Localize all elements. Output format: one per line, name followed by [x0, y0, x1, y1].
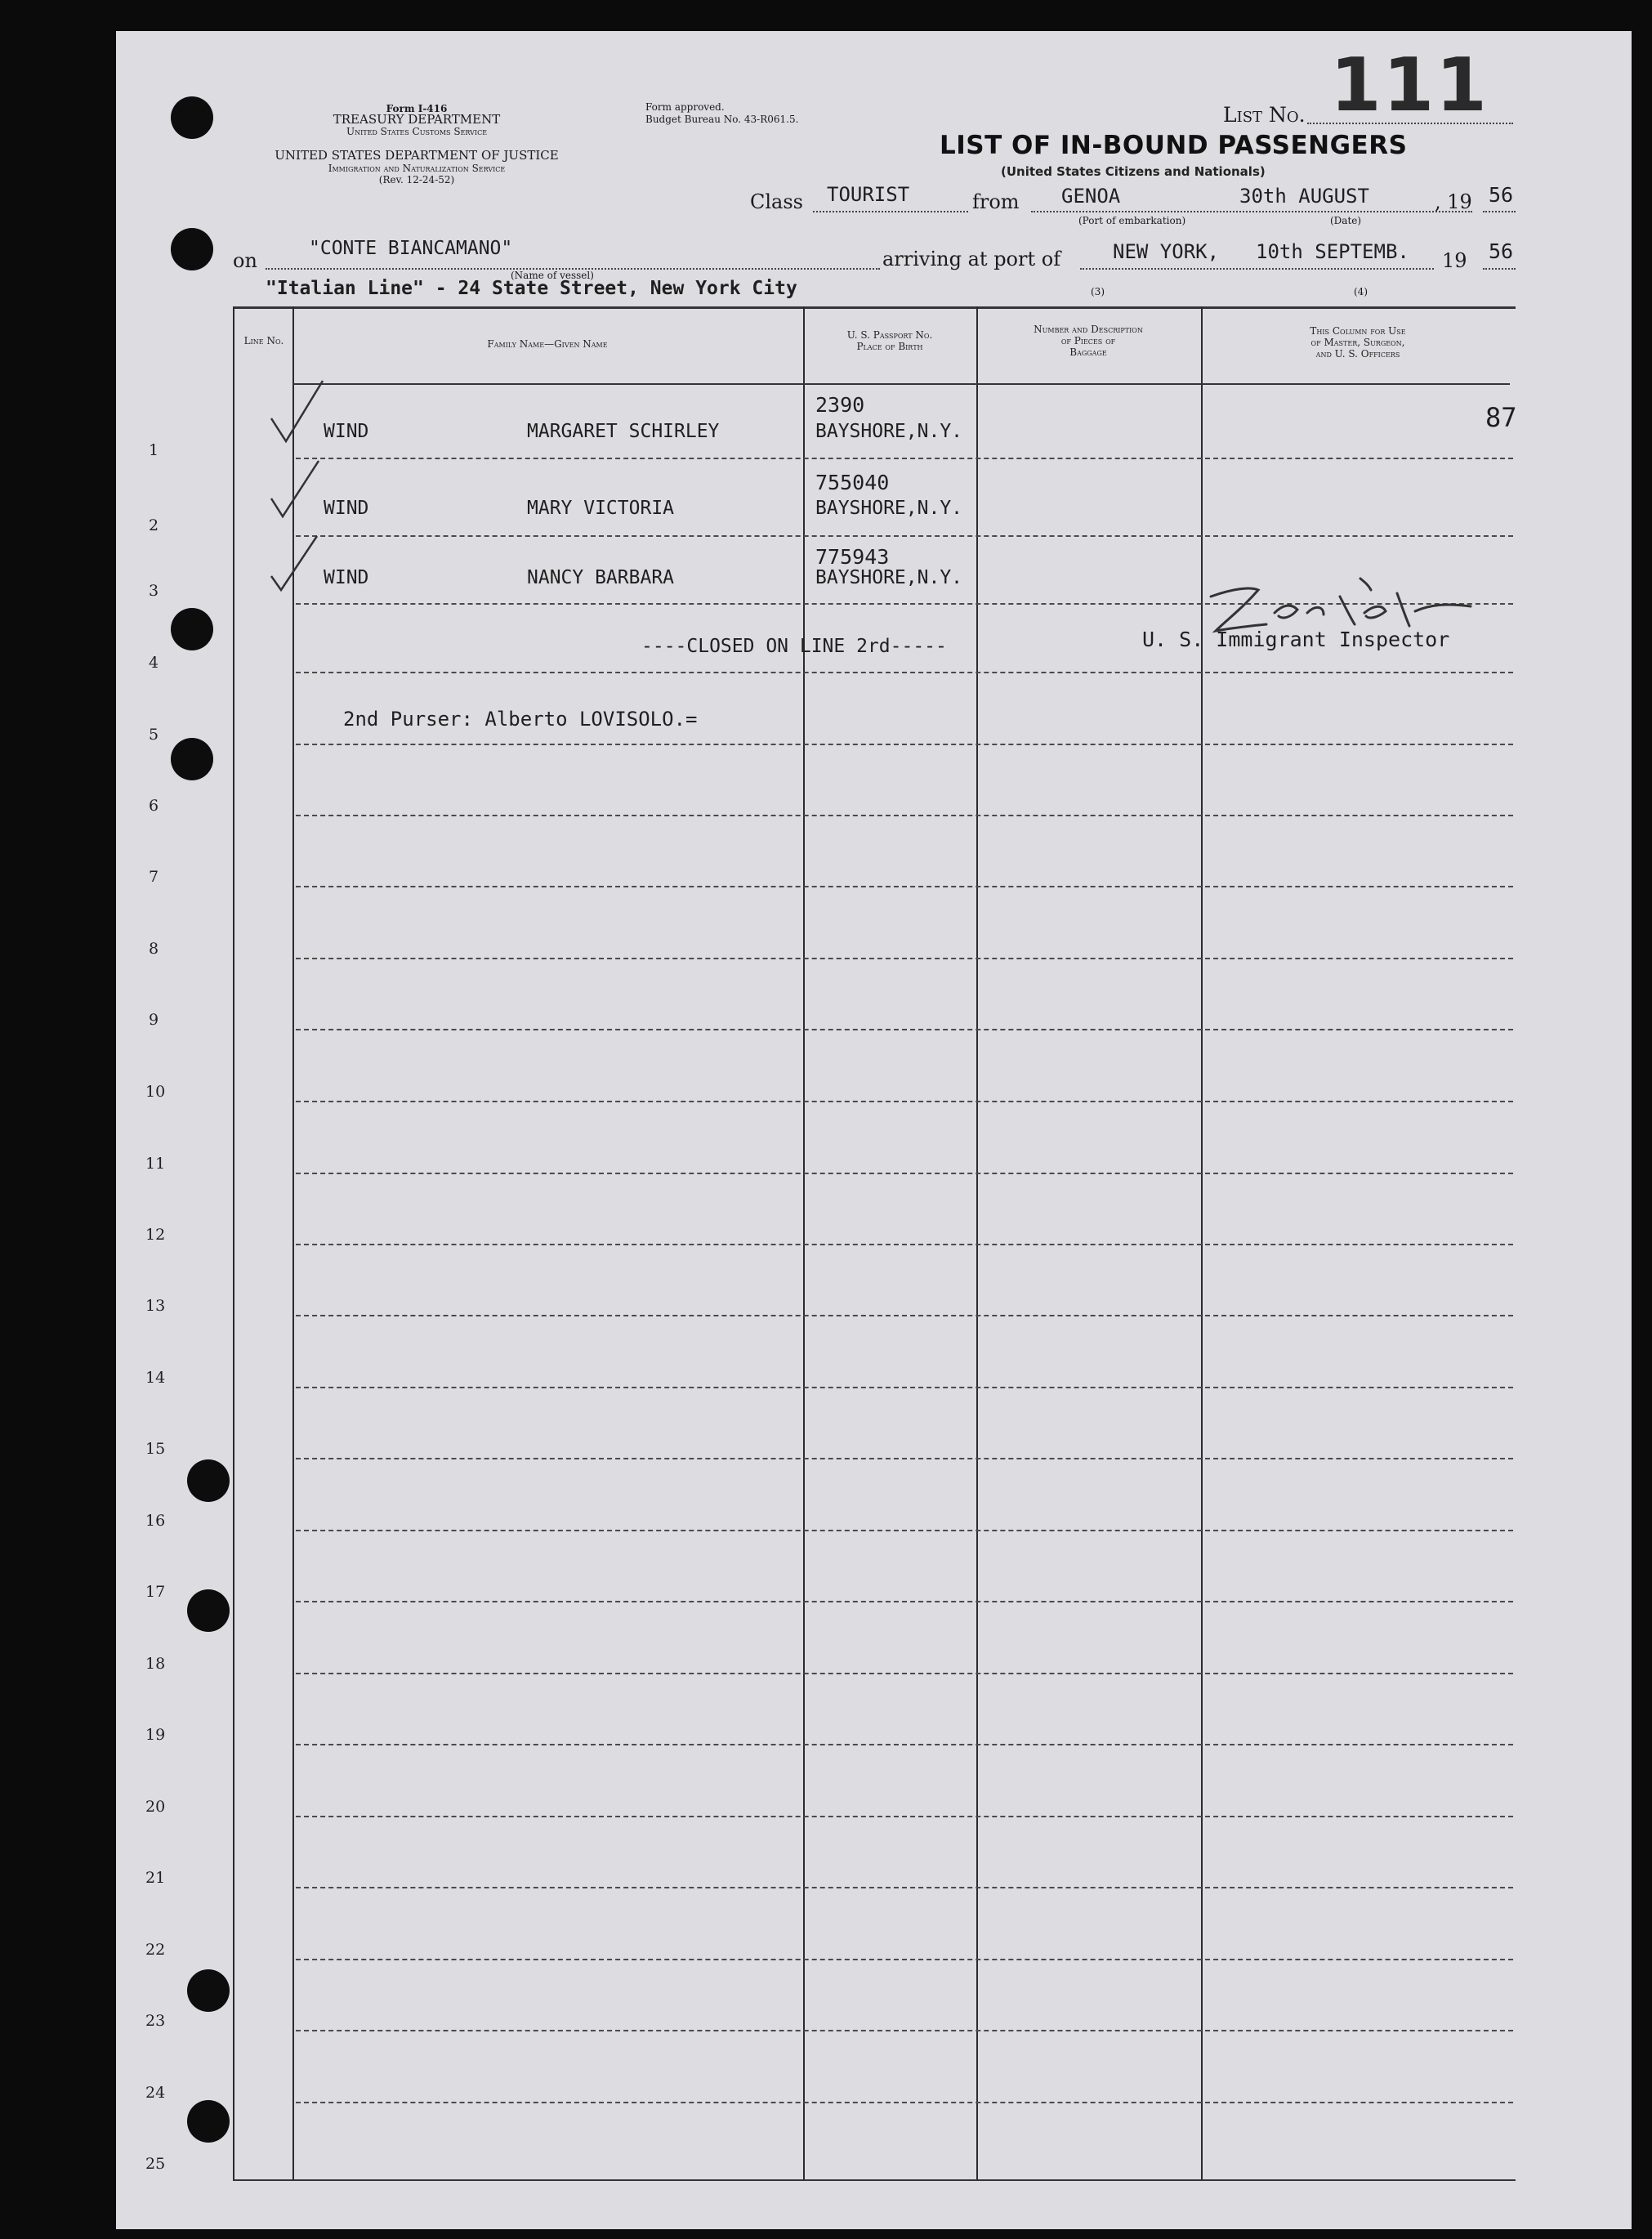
line-number: 5	[148, 726, 159, 744]
year: 56	[1489, 183, 1514, 207]
row-divider	[296, 1029, 1513, 1030]
row-divider	[296, 1673, 1513, 1674]
passenger-3-passport: 775943	[815, 545, 890, 569]
row-divider	[296, 958, 1513, 959]
on-label: on	[233, 249, 257, 272]
arriving-label: arriving at port of	[882, 248, 1061, 270]
col-officers-label-1: This Column for Use	[1310, 325, 1406, 337]
embarkation-date: 30th AUGUST	[1239, 185, 1369, 208]
justice-department: UNITED STATES DEPARTMENT OF JUSTICE	[275, 148, 559, 163]
col-line-no-label: Line No.	[243, 335, 284, 346]
col-officers-label-2: of Master, Surgeon,	[1310, 337, 1405, 348]
line-number: 6	[148, 797, 159, 815]
line-number: 19	[145, 1726, 166, 1744]
line-number: 13	[145, 1297, 166, 1315]
check-marks	[261, 376, 335, 605]
arrival-port: NEW YORK,	[1113, 240, 1220, 263]
col-passport-label-2: Place of Birth	[856, 341, 923, 352]
port-caption: (Port of embarkation)	[1078, 215, 1186, 226]
passenger-1-passport: 2390	[815, 393, 865, 417]
punch-hole	[187, 2100, 230, 2143]
passenger-3-family: WIND	[324, 567, 369, 588]
caption-4: (4)	[1354, 286, 1368, 297]
col-baggage-label-2: of Pieces of	[1060, 335, 1116, 346]
row-divider	[296, 744, 1513, 745]
line-number: 9	[148, 1011, 159, 1029]
closed-note: ----CLOSED ON LINE 2rd-----	[641, 636, 947, 657]
vessel-name: "CONTE BIANCAMANO"	[309, 238, 513, 259]
form-revision: (Rev. 12-24-52)	[378, 174, 455, 185]
col-baggage-label-1: Number and Description	[1034, 324, 1143, 335]
row-divider	[296, 672, 1513, 673]
line-number: 17	[145, 1583, 166, 1601]
passenger-1-family: WIND	[324, 421, 369, 442]
col-officers	[1203, 325, 1513, 360]
port-of-embarkation: GENOA	[1061, 185, 1121, 208]
line-number: 2	[148, 516, 159, 534]
inspector-title: U. S. Immigrant Inspector	[1142, 628, 1450, 651]
row-divider	[296, 1173, 1513, 1174]
row-divider	[296, 1458, 1513, 1459]
line-number: 21	[145, 1869, 166, 1887]
arrival-year-underline	[1483, 268, 1516, 270]
class-underline	[813, 211, 968, 212]
row-divider	[296, 1101, 1513, 1102]
treasury-department: TREASURY DEPARTMENT	[333, 112, 501, 127]
row-divider	[296, 1816, 1513, 1817]
line-number: 1	[148, 441, 159, 459]
purser-note: 2nd Purser: Alberto LOVISOLO.=	[343, 708, 698, 731]
passenger-2-birthplace: BAYSHORE,N.Y.	[815, 498, 963, 519]
row-divider	[296, 815, 1513, 816]
line-number: 4	[148, 654, 159, 672]
year-prefix: , 19	[1435, 190, 1472, 213]
line-number: 10	[145, 1083, 166, 1101]
col-baggage	[978, 324, 1199, 358]
check-mark-2	[271, 461, 319, 516]
col-line-no	[237, 335, 291, 346]
row-divider	[296, 2102, 1513, 2103]
name-col-rule	[803, 306, 805, 2179]
budget-bureau: Budget Bureau No. 43-R061.5.	[645, 114, 799, 125]
row-divider	[296, 2030, 1513, 2031]
line-number: 3	[148, 582, 159, 600]
class-label: Class	[750, 190, 803, 213]
row-divider	[296, 1601, 1513, 1602]
check-mark-3	[271, 536, 317, 590]
line-number: 25	[145, 2155, 166, 2173]
row-divider	[296, 1387, 1513, 1388]
document-title: LIST OF IN-BOUND PASSENGERS	[940, 131, 1408, 160]
line-number: 15	[145, 1440, 166, 1458]
passport-col-rule	[976, 306, 978, 2179]
vessel-caption: (Name of vessel)	[511, 270, 594, 281]
passenger-2-given: MARY VICTORIA	[527, 498, 675, 519]
table-bottom-rule	[233, 2179, 1516, 2181]
check-mark-1	[271, 381, 323, 441]
line-number: 12	[145, 1226, 166, 1244]
row-divider	[296, 535, 1513, 537]
arrival-year-prefix: 19	[1442, 249, 1467, 272]
line-number: 11	[145, 1155, 166, 1173]
arrival-underline	[1080, 268, 1434, 270]
col-name-label: Family Name—Given Name	[487, 338, 608, 350]
table-left-rule	[233, 306, 234, 2179]
line-number: 24	[145, 2084, 166, 2102]
passenger-1-given: MARGARET SCHIRLEY	[527, 421, 720, 442]
class-value: TOURIST	[827, 183, 910, 206]
passenger-2-family: WIND	[324, 498, 369, 519]
passenger-3-given: NANCY BARBARA	[527, 567, 675, 588]
col-passport-label-1: U. S. Passport No.	[846, 329, 933, 341]
form-number: Form I-416	[386, 103, 448, 114]
line-number: 23	[145, 2012, 166, 2030]
punch-hole	[171, 738, 213, 780]
ins-service: Immigration and Naturalization Service	[328, 163, 506, 174]
manifest-sheet	[116, 31, 1632, 2229]
col-name	[294, 338, 801, 350]
document-subtitle: (United States Citizens and Nationals)	[1001, 164, 1266, 179]
list-no-label: List No.	[1223, 103, 1306, 127]
port-underline	[1031, 211, 1472, 212]
row-divider	[296, 1530, 1513, 1531]
table-top-rule	[233, 306, 1516, 309]
caption-3: (3)	[1091, 286, 1105, 297]
arrival-year: 56	[1489, 239, 1514, 263]
officer-mark: 87	[1485, 402, 1517, 433]
punch-hole	[171, 608, 213, 650]
punch-hole	[187, 1969, 230, 2012]
line-number: 16	[145, 1512, 166, 1530]
punch-hole	[187, 1459, 230, 1502]
punch-hole	[171, 96, 213, 139]
header-bottom-rule	[292, 383, 1510, 385]
col-baggage-label-3: Baggage	[1069, 346, 1107, 358]
line-address: "Italian Line" - 24 State Street, New York City	[266, 278, 797, 299]
line-number: 22	[145, 1941, 166, 1959]
passenger-2-passport: 755040	[815, 471, 890, 494]
form-approved: Form approved.	[645, 101, 725, 113]
col-officers-label-3: and U. S. Officers	[1315, 348, 1400, 360]
customs-service: United States Customs Service	[346, 126, 488, 137]
row-divider	[296, 1887, 1513, 1888]
col-passport	[805, 329, 975, 352]
date-caption: (Date)	[1330, 215, 1362, 226]
line-number: 7	[148, 868, 159, 886]
year-underline	[1483, 211, 1516, 212]
row-divider	[296, 886, 1513, 887]
list-no-value: 111	[1330, 42, 1489, 128]
inspector-signature	[1201, 572, 1479, 654]
row-divider	[296, 1744, 1513, 1745]
from-label: from	[972, 190, 1020, 213]
arrival-date: 10th SEPTEMB.	[1256, 240, 1409, 263]
line-number: 14	[145, 1369, 166, 1387]
line-number: 20	[145, 1798, 166, 1816]
row-divider	[296, 1244, 1513, 1245]
punch-hole	[187, 1589, 230, 1632]
row-divider	[296, 1315, 1513, 1316]
passenger-3-birthplace: BAYSHORE,N.Y.	[815, 567, 963, 588]
passenger-1-birthplace: BAYSHORE,N.Y.	[815, 421, 963, 442]
punch-hole	[171, 228, 213, 270]
line-number: 8	[148, 940, 159, 958]
line-number: 18	[145, 1655, 166, 1673]
row-divider	[296, 1959, 1513, 1960]
row-divider	[296, 458, 1513, 459]
